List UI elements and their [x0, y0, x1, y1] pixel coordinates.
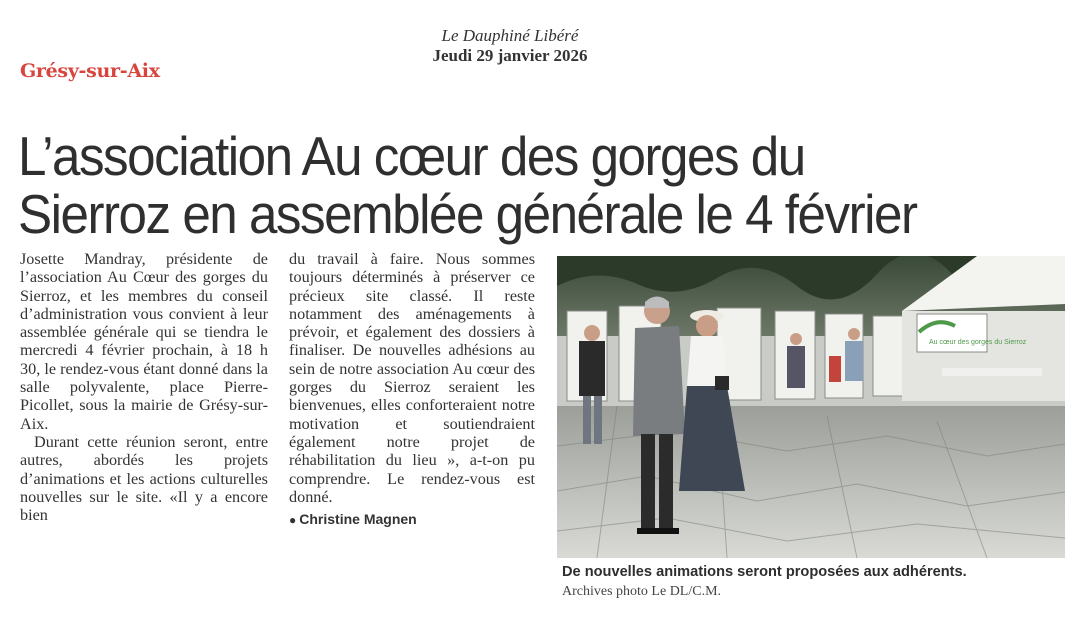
article-headline [18, 124, 1004, 245]
byline [289, 510, 535, 529]
publication-date: Jeudi 29 janvier 2026 [432, 46, 588, 65]
body-paragraph: Josette Mandray, présidente de l’association Au Cœur des gorges du Sierroz, et les membres du conseil d’administration vous convient à leur assemblée générale qui se tiendra le mercredi 4 février prochain, à 18 h 30, le rendez-vous étant donné dans la salle polyvalente, place Pierre-Picollet, sous la mairie de Grésy-sur-Aix. [20, 250, 268, 433]
article-column-1 [20, 250, 268, 524]
article-column-2 [289, 250, 535, 529]
newspaper-name: Le Dauphiné Libéré [441, 26, 579, 45]
article-photo [557, 256, 1065, 558]
photo-illustration [557, 256, 1065, 558]
body-paragraph: Durant cette réunion seront, entre autres, abordés les projets d’animations et les actions culturelles nouvelles sur le site. «Il y a encore bien [20, 432, 268, 525]
byline-author: Christine Magnen [299, 511, 417, 528]
photo-credit: Archives photo Le DL/C.M. [562, 584, 722, 599]
photo-caption [562, 563, 1062, 601]
bullet-icon: ● [289, 513, 297, 528]
caption-text: De nouvelles animations seront proposées aux adhérents. [562, 564, 967, 580]
article-kicker: Grésy-sur-Aix [20, 60, 160, 82]
headline-line-1: L’association Au cœur des gorges du [18, 124, 805, 187]
masthead [400, 26, 620, 66]
body-paragraph: du travail à faire. Nous sommes toujours déterminés à préserver ce précieux site classé. Il reste notamment des aménagements à prévoir, et également des dossiers à finaliser. De nouvelles adhésions au sein de notre association Au cœur des gorges du Sierroz seraient les bienvenues, elles conforteraient notre motivation et soutiendraient également notre projet de réhabilitation du lieu », a-t-on pu comprendre. Le rendez-vous est donné. [289, 250, 535, 506]
headline-line-2: Sierroz en assemblée générale le 4 février [18, 182, 917, 245]
tent-banner-text: Au cœur des gorges du Sierroz [929, 339, 1027, 346]
